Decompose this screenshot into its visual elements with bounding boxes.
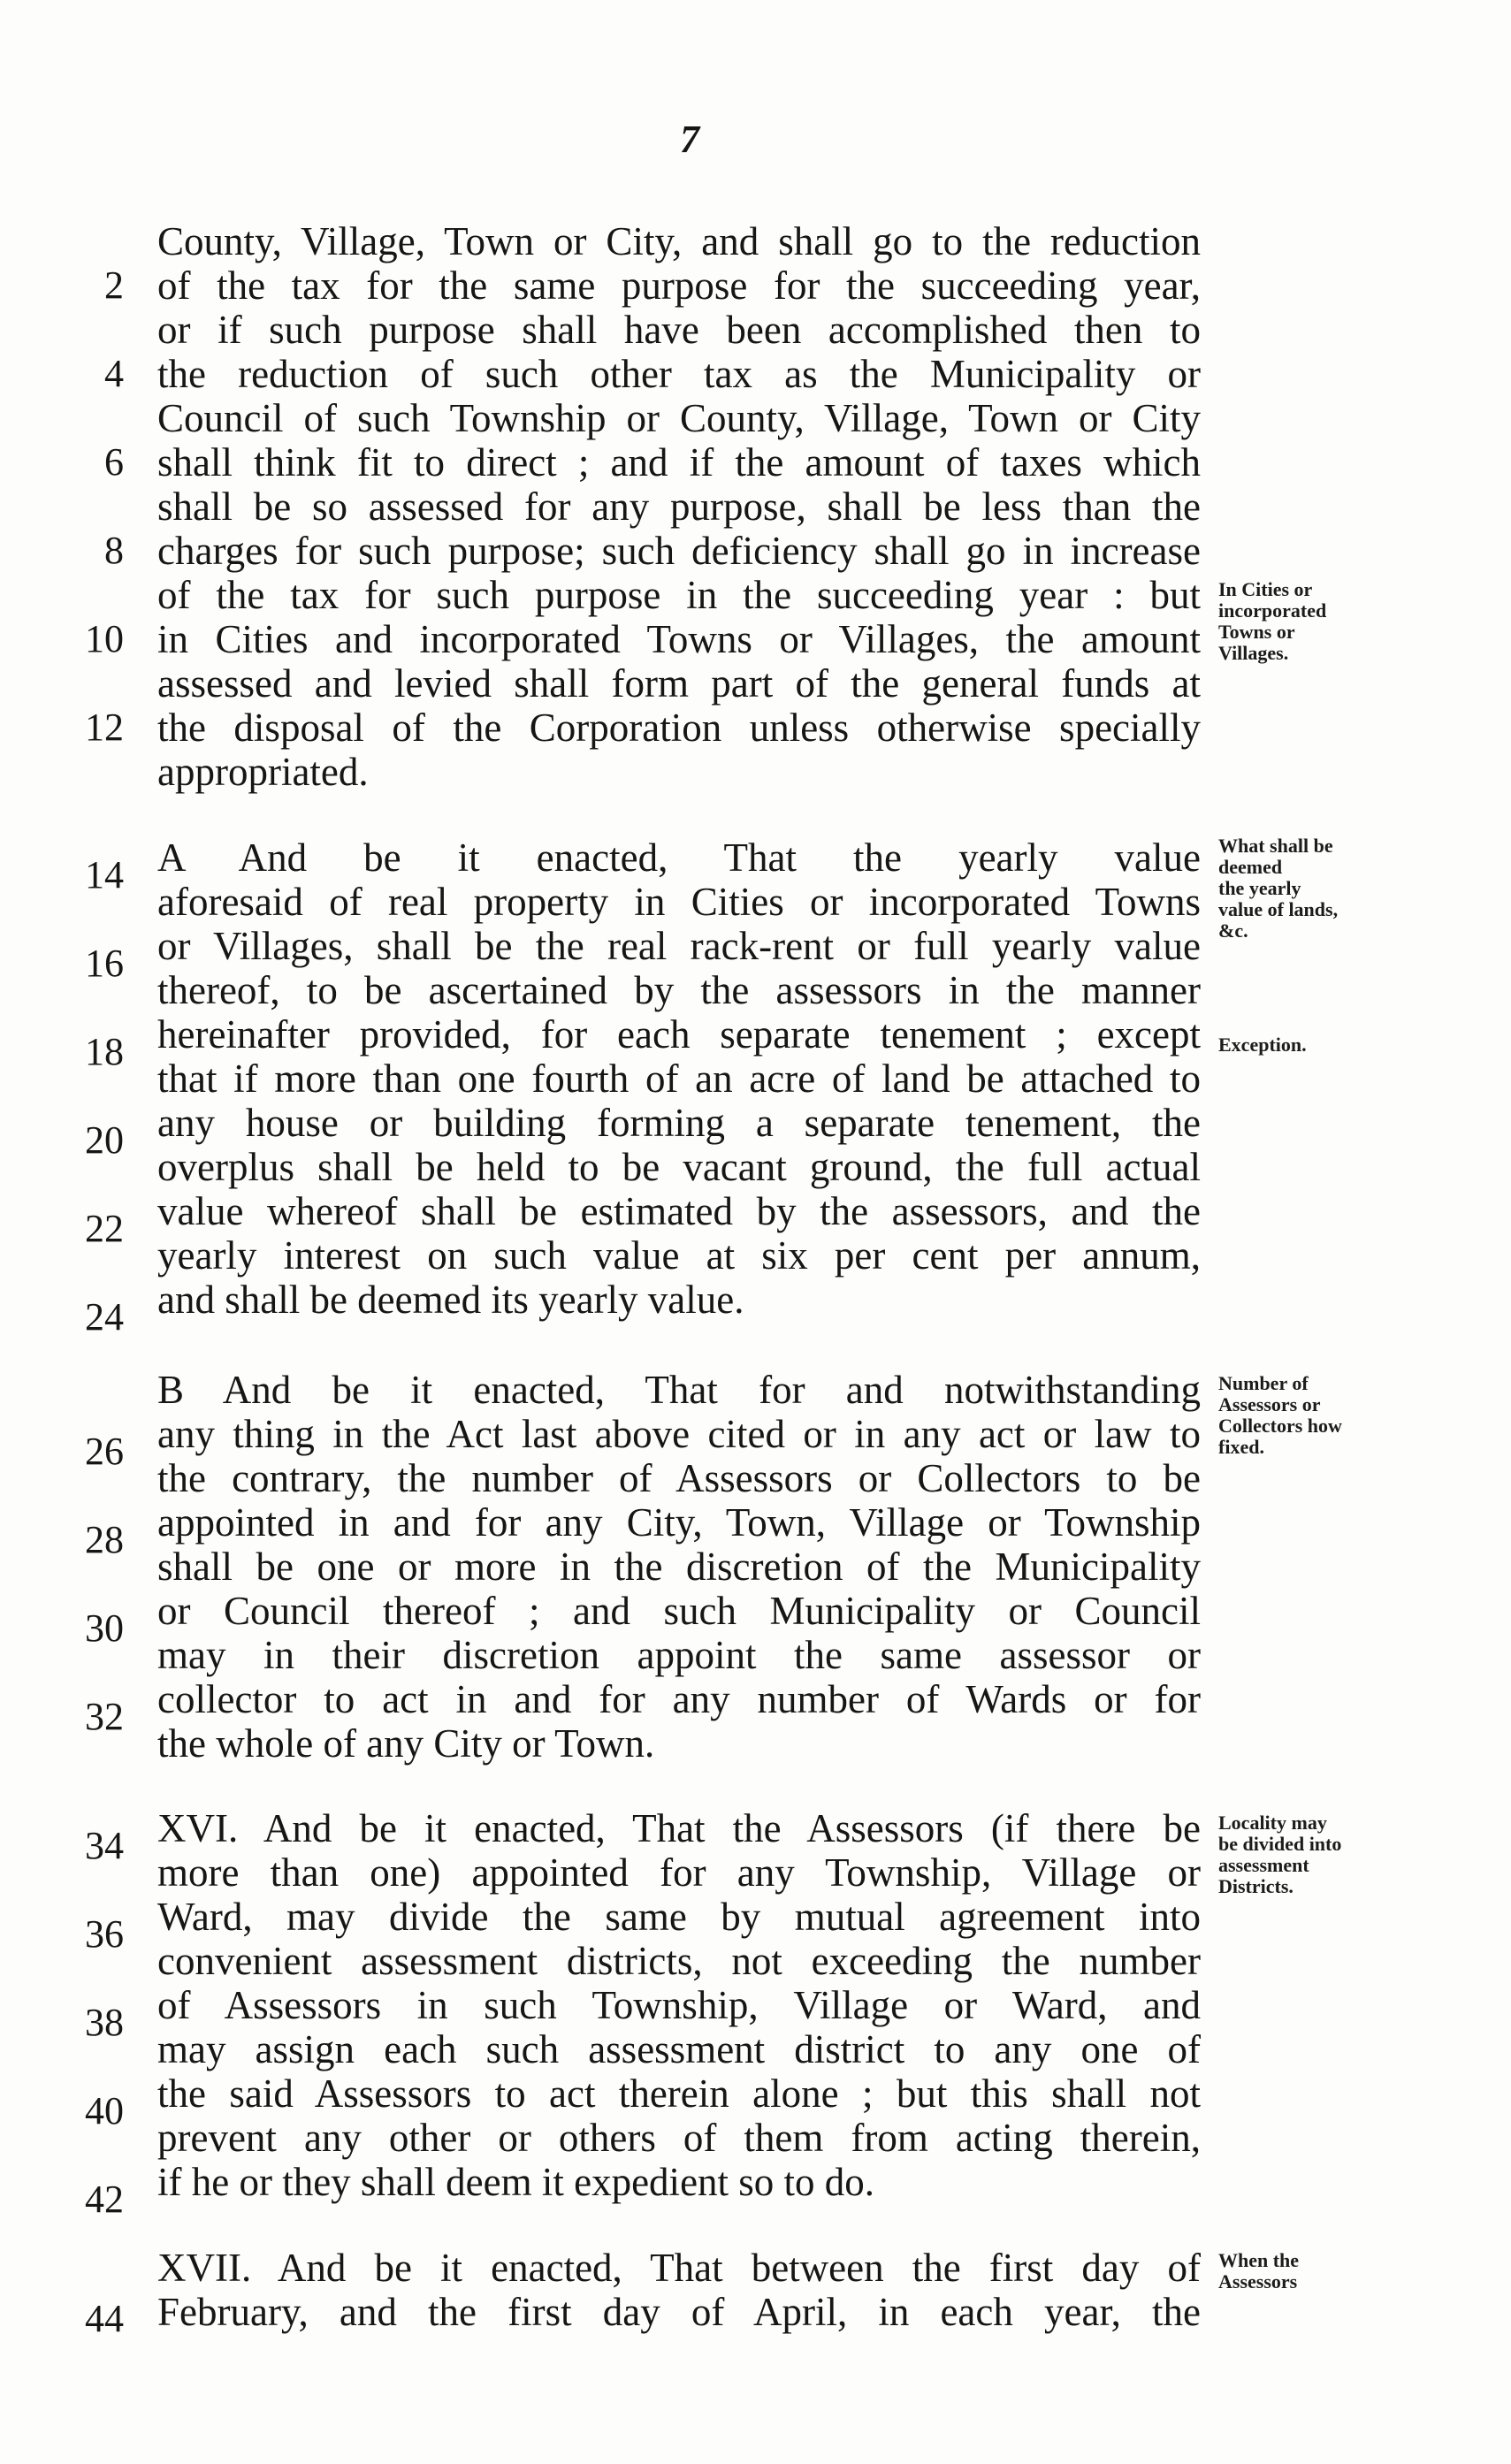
line-number: 30 bbox=[85, 1606, 124, 1650]
line-number: 4 bbox=[104, 352, 124, 395]
line-number: 42 bbox=[85, 2178, 124, 2221]
text-line: of Assessors in such Township, Village or Ward, and bbox=[157, 1983, 1201, 2027]
text-line: thereof, to be ascertained by the assessors in the manner bbox=[157, 968, 1201, 1012]
text-line: or Villages, shall be the real rack-rent or full yearly value bbox=[157, 924, 1201, 968]
text-line: and shall be deemed its yearly value. bbox=[157, 1278, 744, 1322]
line-number: 16 bbox=[85, 942, 124, 985]
text-line: shall be so assessed for any purpose, shall be less than the bbox=[157, 484, 1201, 529]
text-line: County, Village, Town or City, and shall go to the reduction bbox=[157, 219, 1201, 263]
text-line: hereinafter provided, for each separate tenement ; except bbox=[157, 1012, 1201, 1057]
text-line: A And be it enacted, That the yearly value bbox=[157, 835, 1201, 880]
text-line: Ward, may divide the same by mutual agreement into bbox=[157, 1895, 1201, 1939]
text-line: more than one) appointed for any Township, Village or bbox=[157, 1850, 1201, 1895]
margin-note: In Cities or incorporated Towns or Villages. bbox=[1218, 578, 1327, 664]
text-line: or Council thereof ; and such Municipality or Council bbox=[157, 1589, 1201, 1633]
text-line: yearly interest on such value at six per cent per annum, bbox=[157, 1233, 1201, 1278]
margin-note: Locality may be divided into assessment Districts. bbox=[1218, 1812, 1342, 1897]
line-number: 20 bbox=[85, 1118, 124, 1162]
text-line: shall be one or more in the discretion of the Municipality bbox=[157, 1545, 1201, 1589]
line-number: 22 bbox=[85, 1207, 124, 1250]
line-number: 36 bbox=[85, 1912, 124, 1956]
text-line: the contrary, the number of Assessors or Collectors to be bbox=[157, 1456, 1201, 1500]
text-line: that if more than one fourth of an acre of land be attached to bbox=[157, 1057, 1201, 1101]
text-line: appropriated. bbox=[157, 750, 369, 794]
line-number: 32 bbox=[85, 1695, 124, 1738]
text-line: February, and the first day of April, in each year, the bbox=[157, 2290, 1201, 2334]
text-line: XVII. And be it enacted, That between the first day of bbox=[157, 2246, 1201, 2290]
text-line: of the tax for such purpose in the succeeding year : but bbox=[157, 573, 1201, 617]
text-line: any thing in the Act last above cited or in any act or law to bbox=[157, 1412, 1201, 1456]
line-number: 28 bbox=[85, 1518, 124, 1561]
line-number: 44 bbox=[85, 2297, 124, 2340]
text-line: aforesaid of real property in Cities or incorporated Towns bbox=[157, 880, 1201, 924]
text-line: any house or building forming a separate tenement, the bbox=[157, 1101, 1201, 1145]
margin-note: Exception. bbox=[1218, 1034, 1307, 1056]
text-line: the disposal of the Corporation unless otherwise specially bbox=[157, 706, 1201, 750]
line-number: 26 bbox=[85, 1430, 124, 1473]
margin-note: Number of Assessors or Collectors how fixed. bbox=[1218, 1372, 1342, 1458]
line-number: 34 bbox=[85, 1824, 124, 1867]
text-line: collector to act in and for any number of Wards or for bbox=[157, 1677, 1201, 1721]
text-line: shall think fit to direct ; and if the amount of taxes which bbox=[157, 440, 1201, 484]
margin-note: What shall be deemed the yearly value of lands, &c. bbox=[1218, 835, 1339, 942]
text-line: assessed and levied shall form part of the general funds at bbox=[157, 661, 1201, 706]
text-line: B And be it enacted, That for and notwithstanding bbox=[157, 1368, 1201, 1412]
text-line: overplus shall be held to be vacant ground, the full actual bbox=[157, 1145, 1201, 1189]
text-line: XVI. And be it enacted, That the Assessors (if there be bbox=[157, 1806, 1201, 1850]
line-number: 12 bbox=[85, 706, 124, 749]
text-line: the reduction of such other tax as the Municipality or bbox=[157, 352, 1201, 396]
text-line: prevent any other or others of them from acting therein, bbox=[157, 2116, 1201, 2160]
text-line: charges for such purpose; such deficiency shall go in increase bbox=[157, 529, 1201, 573]
text-line: of the tax for the same purpose for the succeeding year, bbox=[157, 263, 1201, 308]
text-line: Council of such Township or County, Village, Town or City bbox=[157, 396, 1201, 440]
text-line: in Cities and incorporated Towns or Villages, the amount bbox=[157, 617, 1201, 661]
line-number: 8 bbox=[104, 529, 124, 572]
line-number: 38 bbox=[85, 2001, 124, 2044]
page-number: 7 bbox=[680, 118, 699, 161]
line-number: 6 bbox=[104, 440, 124, 484]
text-line: convenient assessment districts, not exceeding the number bbox=[157, 1939, 1201, 1983]
line-number: 14 bbox=[85, 853, 124, 896]
text-line: value whereof shall be estimated by the assessors, and the bbox=[157, 1189, 1201, 1233]
line-number: 18 bbox=[85, 1030, 124, 1073]
margin-note: When the Assessors bbox=[1218, 2249, 1300, 2292]
text-line: may assign each such assessment district to any one of bbox=[157, 2027, 1201, 2071]
line-number: 10 bbox=[85, 617, 124, 660]
text-line: or if such purpose shall have been accomplished then to bbox=[157, 308, 1201, 352]
text-line: the whole of any City or Town. bbox=[157, 1721, 655, 1766]
line-number: 40 bbox=[85, 2089, 124, 2132]
text-line: the said Assessors to act therein alone ; but this shall not bbox=[157, 2071, 1201, 2116]
text-line: appointed in and for any City, Town, Village or Township bbox=[157, 1500, 1201, 1545]
text-line: may in their discretion appoint the same assessor or bbox=[157, 1633, 1201, 1677]
line-number: 2 bbox=[104, 263, 124, 307]
text-line: if he or they shall deem it expedient so to do. bbox=[157, 2160, 875, 2204]
line-number: 24 bbox=[85, 1295, 124, 1339]
